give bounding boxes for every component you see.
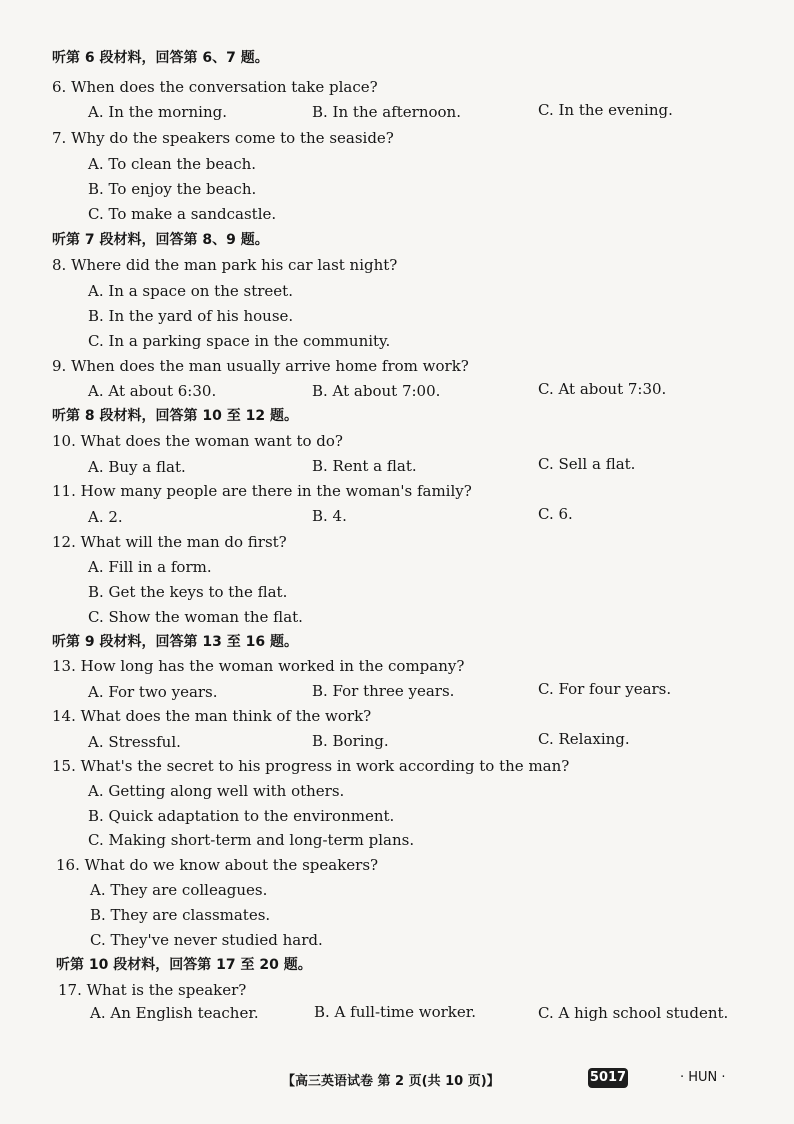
paper-code-badge: 5017 bbox=[588, 1068, 628, 1088]
option-c: C. Show the woman the flat. bbox=[88, 608, 303, 626]
option-a: A. Getting along well with others. bbox=[88, 782, 345, 800]
option-b: B. Get the keys to the flat. bbox=[88, 583, 288, 601]
option-b: B. 4. bbox=[312, 507, 347, 525]
option-a: A. Buy a flat. bbox=[88, 458, 186, 476]
option-c: C. They've never studied hard. bbox=[90, 931, 323, 949]
option-c: C. A high school student. bbox=[538, 1004, 729, 1022]
option-b: B. For three years. bbox=[312, 682, 455, 700]
option-b: B. To enjoy the beach. bbox=[88, 180, 257, 198]
section-header: 听第 6 段材料，回答第 6、7 题。 bbox=[52, 50, 269, 66]
option-a: A. 2. bbox=[88, 508, 123, 526]
question-text: 12. What will the man do first? bbox=[52, 533, 287, 551]
section-header: 听第 10 段材料，回答第 17 至 20 题。 bbox=[56, 957, 312, 973]
question-text: 11. How many people are there in the woman's family? bbox=[52, 482, 472, 500]
question-text: 16. What do we know about the speakers? bbox=[56, 856, 379, 874]
option-c: C. At about 7:30. bbox=[538, 380, 667, 398]
option-a: A. In a space on the street. bbox=[88, 282, 293, 300]
option-c: C. Relaxing. bbox=[538, 730, 630, 748]
option-a: A. In the morning. bbox=[88, 103, 227, 121]
option-c: C. To make a sandcastle. bbox=[88, 205, 277, 223]
option-b: B. In the afternoon. bbox=[312, 103, 461, 121]
section-header: 听第 9 段材料，回答第 13 至 16 题。 bbox=[52, 634, 298, 650]
option-c: C. For four years. bbox=[538, 680, 672, 698]
option-a: A. To clean the beach. bbox=[88, 155, 257, 173]
option-b: B. In the yard of his house. bbox=[88, 307, 294, 325]
option-a: A. Fill in a form. bbox=[88, 558, 212, 576]
region-code: · HUN · bbox=[680, 1070, 726, 1085]
option-b: B. They are classmates. bbox=[90, 906, 271, 924]
question-text: 10. What does the woman want to do? bbox=[52, 432, 343, 450]
option-a: A. At about 6:30. bbox=[88, 382, 217, 400]
question-text: 17. What is the speaker? bbox=[58, 981, 247, 999]
option-b: B. At about 7:00. bbox=[312, 382, 441, 400]
page-number-label: 【高三英语试卷 第 2 页(共 10 页)】 bbox=[282, 1074, 500, 1089]
option-b: B. Quick adaptation to the environment. bbox=[88, 807, 395, 825]
option-b: B. Boring. bbox=[312, 732, 389, 750]
option-c: C. In the evening. bbox=[538, 101, 673, 119]
option-a: A. Stressful. bbox=[88, 733, 181, 751]
question-text: 9. When does the man usually arrive home from work? bbox=[52, 357, 469, 375]
question-text: 14. What does the man think of the work? bbox=[52, 707, 372, 725]
option-a: A. For two years. bbox=[88, 683, 218, 701]
question-text: 7. Why do the speakers come to the seaside? bbox=[52, 129, 394, 147]
question-text: 8. Where did the man park his car last night? bbox=[52, 256, 398, 274]
option-a: A. They are colleagues. bbox=[90, 881, 268, 899]
question-text: 15. What's the secret to his progress in work according to the man? bbox=[52, 757, 570, 775]
option-c: C. Making short-term and long-term plans. bbox=[88, 831, 415, 849]
section-header: 听第 7 段材料，回答第 8、9 题。 bbox=[52, 232, 269, 248]
question-text: 13. How long has the woman worked in the company? bbox=[52, 657, 465, 675]
option-b: B. A full-time worker. bbox=[314, 1003, 477, 1021]
option-c: C. In a parking space in the community. bbox=[88, 332, 391, 350]
option-c: C. Sell a flat. bbox=[538, 455, 636, 473]
option-c: C. 6. bbox=[538, 505, 573, 523]
question-text: 6. When does the conversation take place? bbox=[52, 78, 378, 96]
option-a: A. An English teacher. bbox=[90, 1004, 259, 1022]
option-b: B. Rent a flat. bbox=[312, 457, 417, 475]
section-header: 听第 8 段材料，回答第 10 至 12 题。 bbox=[52, 408, 298, 424]
